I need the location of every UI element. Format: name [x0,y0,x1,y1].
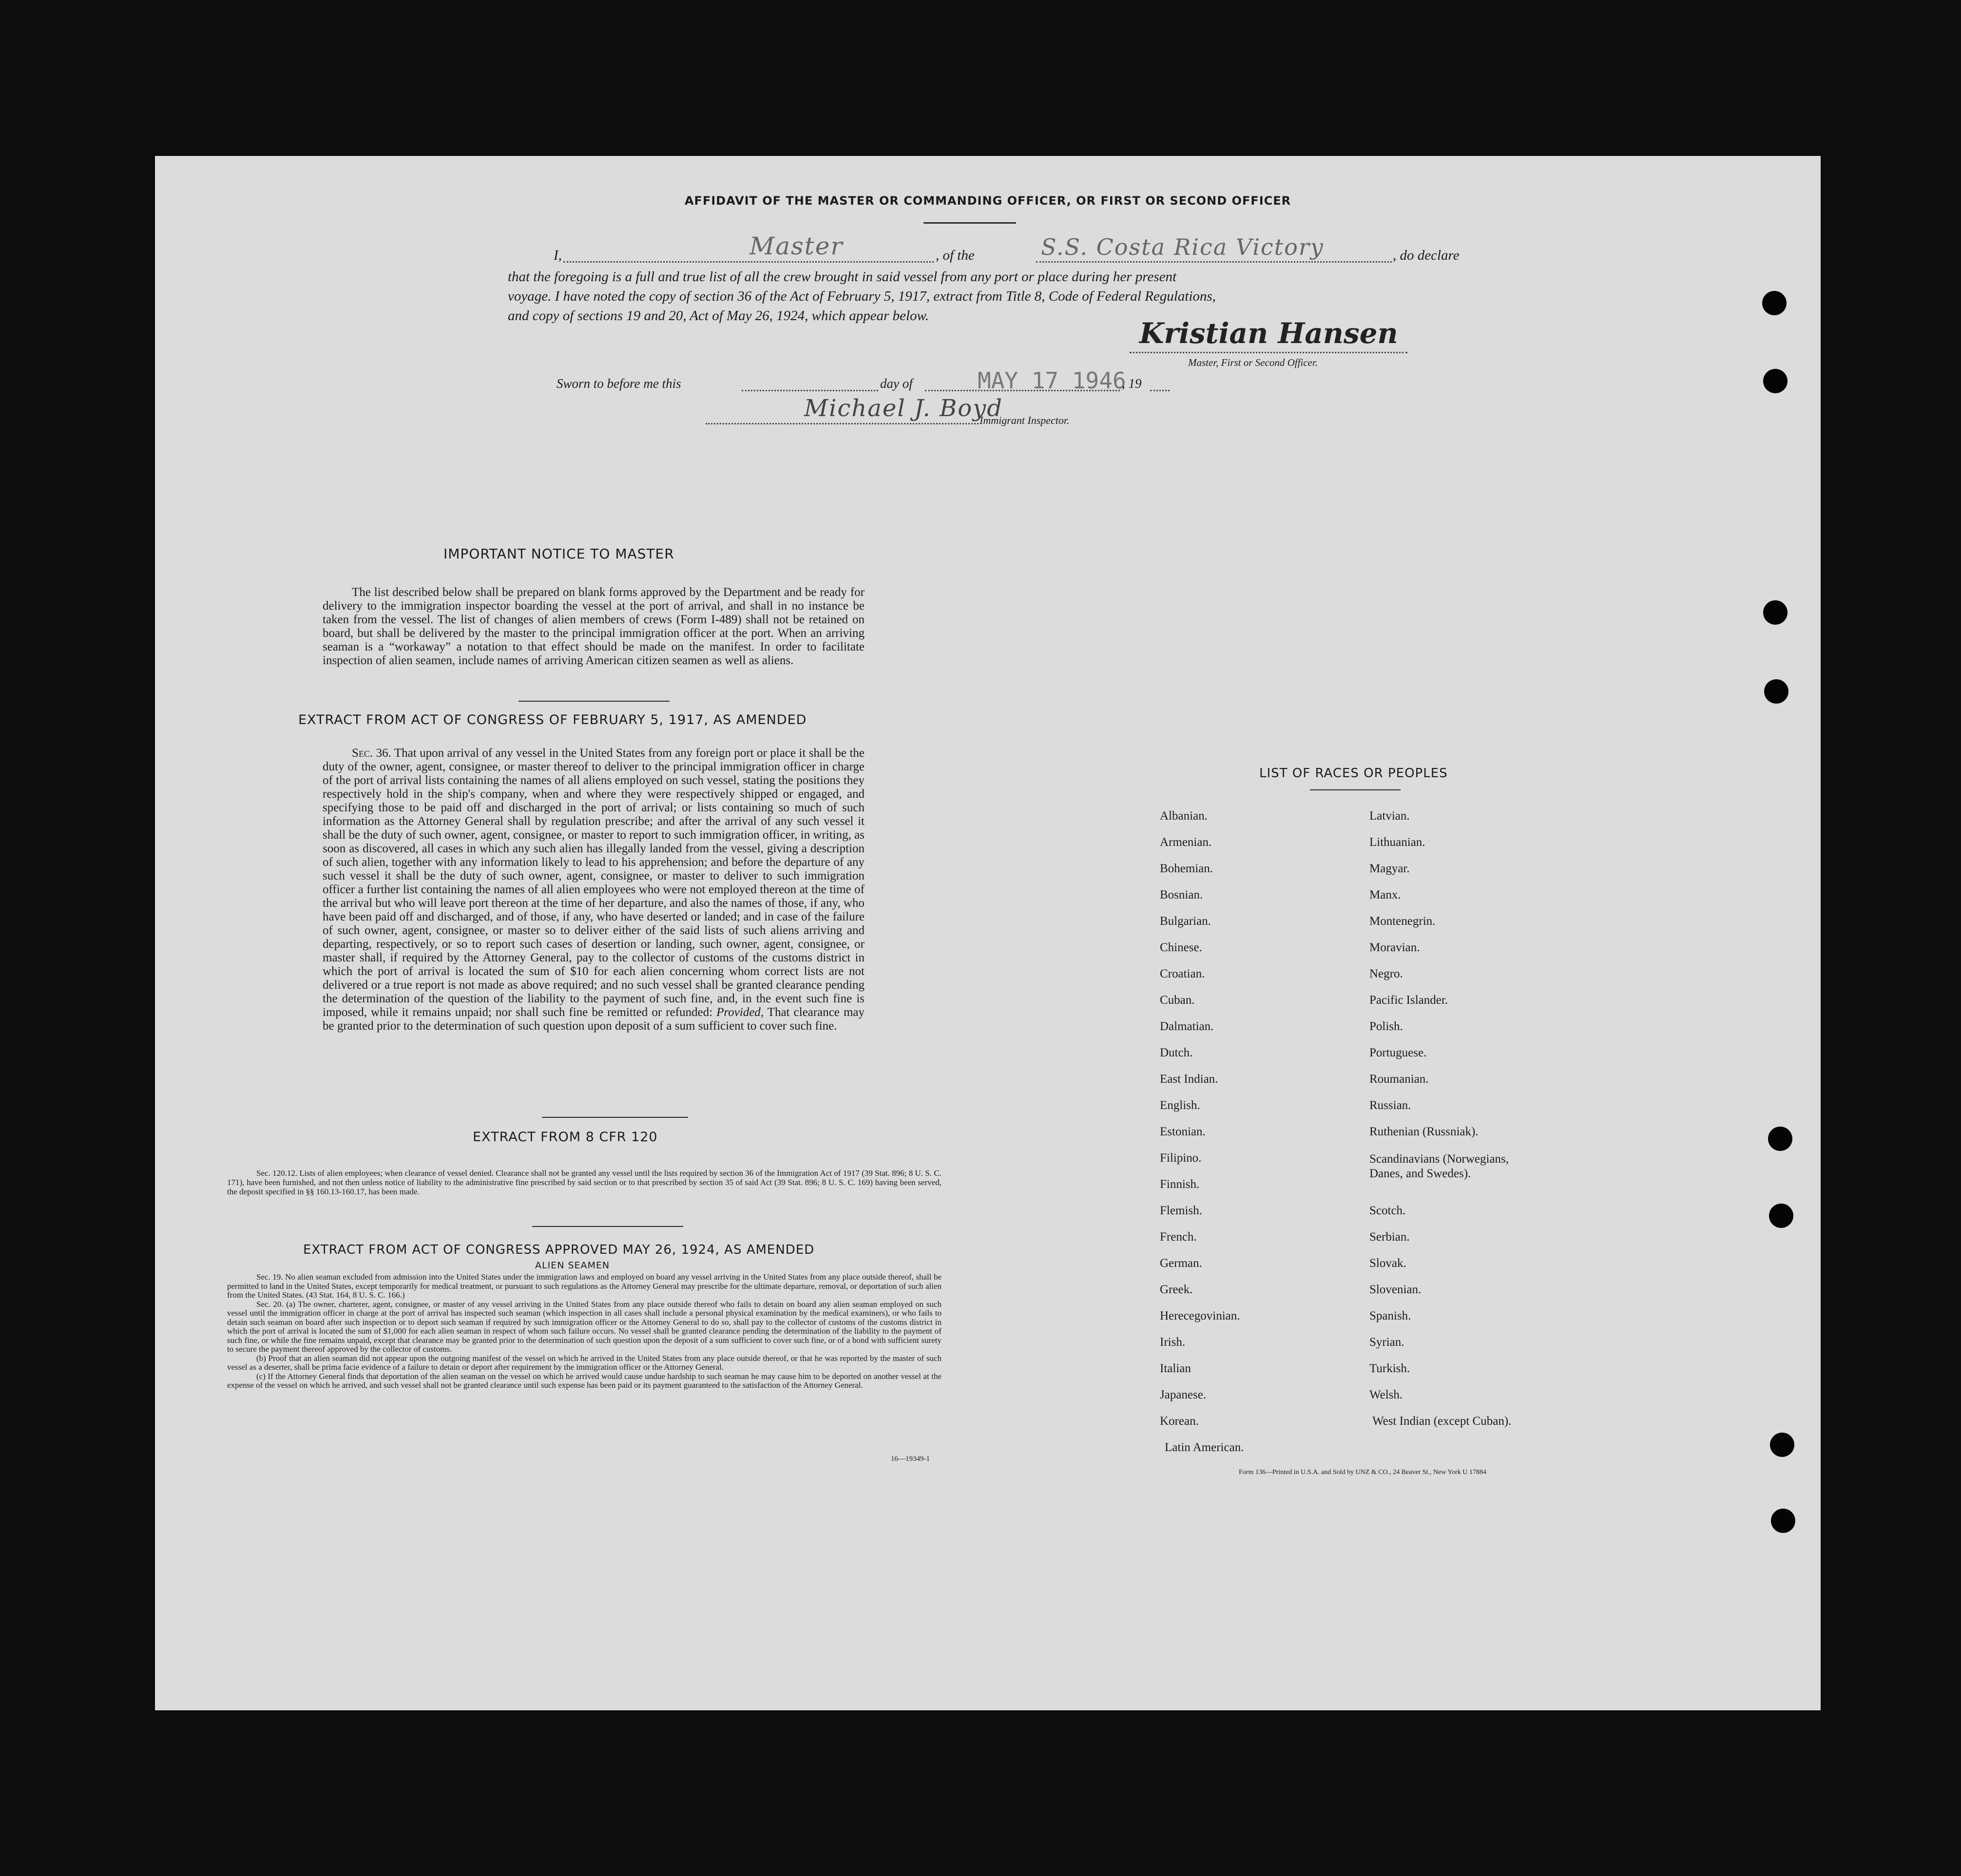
race-item: Scotch. [1369,1204,1406,1217]
race-item: West Indian (except Cuban). [1372,1415,1512,1428]
year-suffix: , 19 [1122,376,1142,391]
sworn-label: Sworn to before me this [557,376,681,391]
extract-1917-body [323,747,865,1033]
race-item: Latvian. [1369,809,1410,823]
form-footer: Form 136—Printed in U.S.A. and Sold by UNZ & CO., 24 Beaver St., New York U 17884 [1239,1469,1486,1476]
race-item: Japanese. [1160,1388,1207,1401]
punch-hole [1762,291,1787,315]
punch-hole [1770,1433,1794,1457]
master-caption: Master, First or Second Officer. [1188,357,1318,368]
inspector-signature: Michael J. Boyd [804,395,1003,422]
form-page [155,156,1821,1710]
punch-hole [1763,600,1788,625]
extract-1924-subtitle: ALIEN SEAMEN [535,1260,610,1271]
race-item: Scandinavians (Norwegians, Danes, and Swedes). [1369,1152,1509,1180]
race-item: Armenian. [1160,836,1212,849]
notice-title: IMPORTANT NOTICE TO MASTER [443,546,674,562]
inspector-line [706,423,979,424]
punch-hole [1764,679,1788,704]
notice-body: The list described below shall be prepared on blank forms approved by the Department and be ready for delivery to the immigration inspector boarding the vessel at the port of arrival, and shall in no instance be taken from the vessel. The list of changes of alien members of crews (Form I-489) shall not be retained on board, but shall be delivered by the master to the principal immigration officer at the port. When an arriving seaman is a “workaway” a notation to that effect should be made on the manifest. In order to facilitate inspection of alien seamen, include names of arriving American citizen seamen as well as aliens. [323,586,865,667]
race-item: Spanish. [1369,1309,1411,1322]
race-item: Finnish. [1160,1178,1200,1191]
race-item: Bohemian. [1160,862,1213,875]
race-item: Dutch. [1160,1046,1193,1059]
divider [542,1117,688,1118]
punch-hole [1769,1204,1793,1228]
race-item: German. [1160,1257,1202,1270]
race-item: Moravian. [1369,941,1420,954]
race-item: Negro. [1369,967,1403,980]
extract-1924-title: EXTRACT FROM ACT OF CONGRESS APPROVED MAY 26, 1924, AS AMENDED [303,1243,815,1257]
race-item: Greek. [1160,1283,1193,1296]
heading-rule [923,222,1016,224]
vessel-name-handwritten: S.S. Costa Rica Victory [1041,234,1324,260]
day-of-label: day of [880,376,913,391]
date-stamp: MAY 17 1946 [978,367,1126,394]
race-item: Albanian. [1160,809,1208,823]
race-item: Ruthenian (Russniak). [1369,1125,1479,1138]
punch-hole [1763,369,1788,393]
race-item: French. [1160,1230,1197,1244]
affidavit-line-3: and copy of sections 19 and 20, Act of May 26, 1924, which appear below. [508,308,929,324]
race-item: Manx. [1369,888,1401,901]
master-name-handwritten: Master [750,232,844,260]
divider [519,701,670,702]
section-36-text-a: That upon arrival of any vessel in the United States from any foreign port or place it shall be the duty of the owner, agent, consignee, or master thereof to deliver to the principal immigration officer in charge of the port of arrival lists containing the names of all aliens employed on such vessel, stating the positions they respectively hold in the ship's company, when and where they were respectively shipped or engaged, and specifying those to be paid off and discharged in the port of arrival; or lists containing so much of such information as the Attorney General shall by regulation prescribe; and after the arrival of any such vessel it shall be the duty of such owner, agent, consignee, or master to report to such immigration officer, in writing, as soon as discovered, all cases in which any such alien has illegally landed from the vessel, giving a description of such alien, together with any information likely to lead to his apprehension; and before the departure of any such vessel it shall be the duty of such owner, agent, consignee, or master to deliver to such immigration officer a further list containing the names of all alien employees who were not employed thereon at the time of the arrival but who will leave port thereon at the time of her departure, and also the names of those, if any, who have been paid off and discharged, and of those, if any, who have deserted or landed; and in case of the failure of such owner, agent, consignee, or master so to deliver either of the said lists of such aliens arriving and departing, respectively, or so to report such cases of desertion or landing, such owner, agent, consignee, or master shall, if required by the Attorney General, pay to the collector of customs of the customs district in which the port of arrival is located the sum of $10 for each alien concerning whom correct lists are not delivered or a true report is not made as above required; and no such vessel shall be granted clearance pending the determination of the question of the liability to the payment of such fine, and, in the event such fine is imposed, while it remains unpaid; nor shall such fine be remitted or refunded: [323,747,865,1019]
signature-line [1130,352,1407,353]
race-item: Latin American. [1165,1441,1244,1454]
race-item: Slovenian. [1369,1283,1422,1296]
section-20a-text: Sec. 20. (a) The owner, charterer, agent, consignee, or master of any vessel arriving in the United States from any place outside thereof who fails to detain on board any alien seaman employed on such vessel until the immigration officer in charge at the port of arrival has inspected such seaman (which inspection in all cases shall include a personal physical examination by the medical examiners), or who fails to detain such seaman on board after such inspection or to deport such seaman if required by such immigration officer or the Attorney General to do so, shall pay to the collector of customs of the customs district in which the port of arrival is located the sum of $1,000 for each alien seaman in respect of whom such failure occurs. No vessel shall be granted clearance pending the determination of the liability to the payment of such fine, or while the fine remains unpaid, except that clearance may be granted prior to the determination of such question upon the deposit of a sum sufficient to cover such fine, or of a bond with sufficient surety to secure the payment thereof approved by the collector of customs. [227,1299,942,1354]
race-item: Welsh. [1369,1388,1403,1401]
race-item: Cuban. [1160,994,1195,1007]
punch-hole [1771,1509,1795,1533]
punch-hole [1768,1127,1792,1151]
race-item: Syrian. [1369,1336,1404,1349]
race-item: Pacific Islander. [1369,994,1448,1007]
of-the-label: , of the [936,248,975,263]
race-item: Herecegovinian. [1160,1309,1240,1322]
extract-1924-body [227,1273,942,1390]
provided-label: Provided, [716,1006,764,1019]
extract-cfr-body: Sec. 120.12. Lists of alien employees; when clearance of vessel denied. Clearance shall not be granted any vessel until the lists required by section 36 of the Immigration Act of 1917 (39 Stat. 896; 8 U. S. C. 171), have been furnished, and not then unless notice of liability to the administrative fine prescribed by said section or to that prescribed by section 35 of said Act (39 Stat. 896; 8 U. S. C. 169) having been served, the deposit specified in §§ 160.13-160.17, has been made. [227,1168,942,1196]
affidavit-heading: AFFIDAVIT OF THE MASTER OR COMMANDING OFFICER, OR FIRST OR SECOND OFFICER [684,194,1291,208]
divider [532,1226,683,1227]
year-line [1150,390,1170,391]
race-item: Bulgarian. [1160,915,1211,928]
affidavit-line-2: voyage. I have noted the copy of section 36 of the Act of February 5, 1917, extract from Title 8, Code of Federal Regulations, [508,288,1216,304]
race-item: English. [1160,1099,1200,1112]
race-item: Lithuanian. [1369,836,1425,849]
races-rule [1310,789,1401,790]
i-label: I, [554,248,562,263]
race-item: Dalmatian. [1160,1020,1214,1033]
race-item: Montenegrin. [1369,915,1436,928]
section-20c-text: (c) If the Attorney General finds that deportation of the alien seaman on the vessel on which he arrived would cause undue hardship to such seaman he may cause him to be deported on another vessel at the expense of the vessel on which he arrived, and such vessel shall not be granted clearance until such expense has been paid or its payment guaranteed to the satisfaction of the Attorney General. [227,1371,942,1390]
section-20b-text: (b) Proof that an alien seaman did not appear upon the outgoing manifest of the vessel on which he arrived in the United States from any place outside thereof, or that he was reported by the master of such vessel as a deserter, shall be prima facie evidence of a failure to detain or deport after requirement by the immigration officer or the Attorney General. [227,1353,942,1372]
section-36-text-b: That clearance may be granted prior to the determination of such question upon deposit of a sum sufficient to cover such fine. [323,1006,865,1033]
races-title: LIST OF RACES OR PEOPLES [1259,766,1448,781]
affidavit-line-1: that the foregoing is a full and true list of all the crew brought in said vessel from any port or place during her present [508,269,1177,285]
race-item: Serbian. [1369,1230,1410,1244]
race-item: Filipino. [1160,1151,1202,1165]
race-item: Italian [1160,1362,1191,1375]
race-item: Magyar. [1369,862,1410,875]
extract-1917-title: EXTRACT FROM ACT OF CONGRESS OF FEBRUARY 5, 1917, AS AMENDED [298,712,807,727]
race-item: Russian. [1369,1099,1411,1112]
race-item: Korean. [1160,1415,1199,1428]
race-item: Portuguese. [1369,1046,1427,1059]
print-code: 16—19349-1 [891,1455,930,1463]
master-signature: Kristian Hansen [1139,317,1398,350]
inspector-caption: Immigrant Inspector. [980,414,1070,426]
extract-cfr-title: EXTRACT FROM 8 CFR 120 [473,1129,658,1145]
race-item: Roumanian. [1369,1072,1429,1086]
race-item: Bosnian. [1160,888,1203,901]
section-19-text: Sec. 19. No alien seaman excluded from admission into the United States under the immigration laws and employed on board any vessel arriving in the United States from any place outside thereof, shall be permitted to land in the United States, except temporarily for medical treatment, or pursuant to such regulations as the Attorney General may prescribe for the ultimate departure, removal, or deportation of such alien from the United States. (43 Stat. 164, 8 U. S. C. 166.) [227,1272,942,1300]
race-item: Slovak. [1369,1257,1406,1270]
race-item: Polish. [1369,1020,1403,1033]
vessel-line [1036,261,1392,263]
race-item: Flemish. [1160,1204,1202,1217]
race-item: East Indian. [1160,1072,1218,1086]
race-item: Irish. [1160,1336,1186,1349]
section-36-label: Sec. 36. [352,747,391,760]
name-line [563,261,934,263]
day-line [742,390,878,391]
race-item: Estonian. [1160,1125,1206,1138]
race-item: Chinese. [1160,941,1202,954]
race-item: Turkish. [1369,1362,1410,1375]
race-item: Croatian. [1160,967,1205,980]
do-declare-label: , do declare [1393,248,1460,263]
